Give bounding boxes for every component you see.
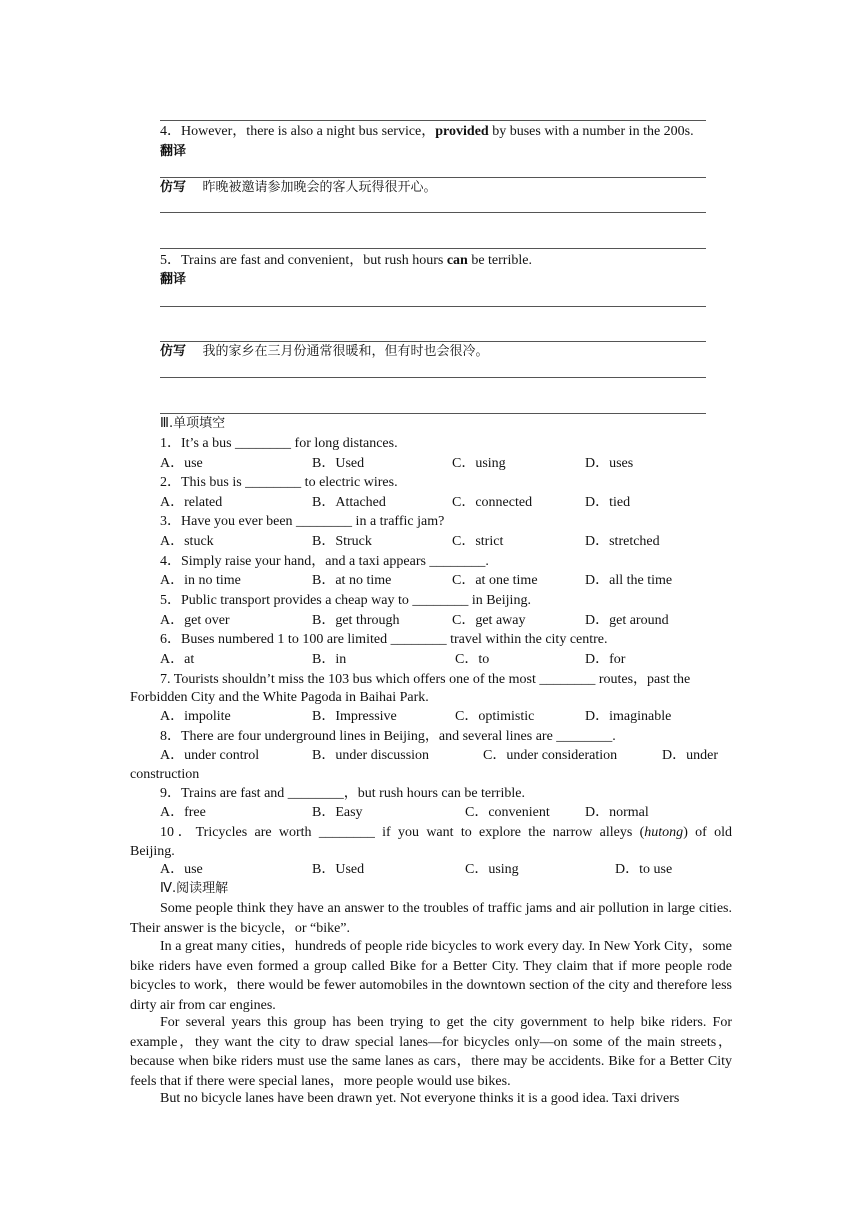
option-row <box>160 651 740 669</box>
option-row <box>160 455 740 473</box>
question-stem: 4．Simply raise your hand，and a taxi appears ________. <box>160 554 489 569</box>
option[interactable]: A．use <box>160 862 203 877</box>
section-heading: Ⅲ.单项填空 <box>160 416 226 431</box>
question-stem: 8．There are four underground lines in Beijing，and several lines are ________. <box>160 729 616 744</box>
sentence-text: However，there is also a night bus service， <box>181 124 436 139</box>
option[interactable]: D．tied <box>585 495 631 510</box>
key-word: provided <box>435 124 489 139</box>
reading-paragraph: Some people think they have an answer to the troubles of traffic jams and air pollution in large cities. Their answer is the bicycle，or “bike”. <box>130 901 732 936</box>
option-row <box>160 861 740 879</box>
option[interactable]: A．use <box>160 456 203 471</box>
question-stem: 5．Public transport provides a cheap way to ________ in Beijing. <box>160 593 531 608</box>
imitate-row <box>160 343 489 361</box>
translate-label: 翻译 <box>160 272 187 287</box>
reading-paragraph: In a great many cities，hundreds of people ride bicycles to work every day. In New York City，some bike riders have even formed a group called Bike for a Better City. They claim that if more people rode bicycles to work，there would be fewer automobiles in the downtown section of the city and therefore less dirty air from car engines. <box>130 939 732 1013</box>
option-row <box>160 494 740 512</box>
option[interactable]: C．at one time <box>452 573 538 588</box>
question-stem: 6．Buses numbered 1 to 100 are limited ________ travel within the city centre. <box>160 632 608 647</box>
stem-text: 10．Tricycles are worth ________ if you want to explore the narrow alleys ( <box>160 825 645 840</box>
option[interactable]: B．Used <box>312 456 365 471</box>
answer-line[interactable] <box>160 341 706 342</box>
answer-line[interactable] <box>160 248 706 249</box>
option[interactable]: D．all the time <box>585 573 673 588</box>
option[interactable]: A．related <box>160 495 223 510</box>
option[interactable]: C．optimistic <box>455 709 535 724</box>
option[interactable]: C．strict <box>452 534 504 549</box>
answer-line[interactable] <box>160 177 706 178</box>
option[interactable]: B．Attached <box>312 495 386 510</box>
option[interactable]: A．at <box>160 652 195 667</box>
question-stem: 1．It’s a bus ________ for long distances. <box>160 436 398 451</box>
option-row <box>160 533 740 551</box>
option[interactable]: D．normal <box>585 805 649 820</box>
option[interactable]: A．stuck <box>160 534 214 549</box>
sentence-text: be terrible. <box>467 253 532 268</box>
translate-label: 翻译 <box>160 144 187 159</box>
imitate-row <box>160 179 437 197</box>
option-row <box>160 572 740 590</box>
option[interactable]: B．at no time <box>312 573 392 588</box>
question-stem: 7. Tourists shouldn’t miss the 103 bus which offers one of the most ________ routes，past the <box>160 672 691 687</box>
option[interactable]: B．Struck <box>312 534 372 549</box>
key-word: can <box>446 253 468 268</box>
question-stem: 3．Have you ever been ________ in a traffic jam? <box>160 514 445 529</box>
imitate-prompt: 昨晚被邀请参加晚会的客人玩得很开心。 <box>202 180 437 195</box>
answer-line[interactable] <box>160 377 706 378</box>
option[interactable]: A．impolite <box>160 709 231 724</box>
option[interactable]: C．using <box>452 456 506 471</box>
option-row <box>160 612 740 630</box>
option[interactable]: B．get through <box>312 613 400 628</box>
question-stem <box>160 824 732 842</box>
option[interactable]: D．to use <box>615 862 673 877</box>
question-4-sentence <box>160 123 694 141</box>
option[interactable]: C．using <box>465 862 519 877</box>
option[interactable]: D．imaginable <box>585 709 672 724</box>
option[interactable]: C．under consideration <box>483 748 618 763</box>
question-stem: 2．This bus is ________ to electric wires. <box>160 475 398 490</box>
option[interactable]: D．for <box>585 652 626 667</box>
option[interactable]: C．connected <box>452 495 533 510</box>
imitate-prompt: 我的家乡在三月份通常很暖和，但有时也会很冷。 <box>202 344 489 359</box>
question-number: 4． <box>160 124 181 139</box>
reading-paragraph: But no bicycle lanes have been drawn yet. Not everyone thinks it is a good idea. Taxi drivers <box>160 1091 680 1106</box>
option-row <box>160 804 740 822</box>
question-stem-continued: Beijing. <box>130 844 175 859</box>
section-heading: Ⅳ.阅读理解 <box>160 881 229 896</box>
option[interactable]: B．Impressive <box>312 709 397 724</box>
option[interactable]: A．free <box>160 805 206 820</box>
answer-line[interactable] <box>160 212 706 213</box>
option[interactable]: B．in <box>312 652 347 667</box>
option[interactable]: D．get around <box>585 613 669 628</box>
sentence-text: Trains are fast and convenient，but rush hours <box>181 253 447 268</box>
option-continued: construction <box>130 767 200 782</box>
option[interactable]: A．get over <box>160 613 230 628</box>
option[interactable]: D．stretched <box>585 534 660 549</box>
question-stem-continued: Forbidden City and the White Pagoda in Baihai Park. <box>130 690 429 705</box>
option[interactable]: B．Used <box>312 862 365 877</box>
option[interactable]: D．uses <box>585 456 634 471</box>
option[interactable]: A．in no time <box>160 573 241 588</box>
answer-line[interactable] <box>160 413 706 414</box>
option[interactable]: A．under control <box>160 748 260 763</box>
imitate-label: 仿写 <box>160 344 187 359</box>
question-stem: 9．Trains are fast and ________，but rush hours can be terrible. <box>160 786 525 801</box>
option-row <box>160 708 740 726</box>
question-number: 5． <box>160 253 181 268</box>
option[interactable]: C．convenient <box>465 805 550 820</box>
sentence-text: by buses with a number in the 200s. <box>488 124 694 139</box>
option-row <box>160 747 740 765</box>
imitate-label: 仿写 <box>160 180 187 195</box>
option[interactable]: B．under discussion <box>312 748 430 763</box>
stem-text: ) of old <box>683 825 733 840</box>
answer-line[interactable] <box>160 306 706 307</box>
question-5-sentence <box>160 252 532 270</box>
option[interactable]: C．to <box>455 652 490 667</box>
answer-line[interactable] <box>160 120 706 121</box>
option[interactable]: D．under <box>662 748 718 763</box>
option[interactable]: B．Easy <box>312 805 363 820</box>
reading-paragraph: For several years this group has been trying to get the city government to help bike riders. For example，they want the city to draw special lanes—for bicycles only—on some of the main streets，because when bike riders must use the same lanes as cars，there may be accidents. Bike for a Better City feels that if there were special lanes，more people would use bikes. <box>130 1015 732 1089</box>
option[interactable]: C．get away <box>452 613 526 628</box>
stem-italic: hutong <box>644 825 684 840</box>
